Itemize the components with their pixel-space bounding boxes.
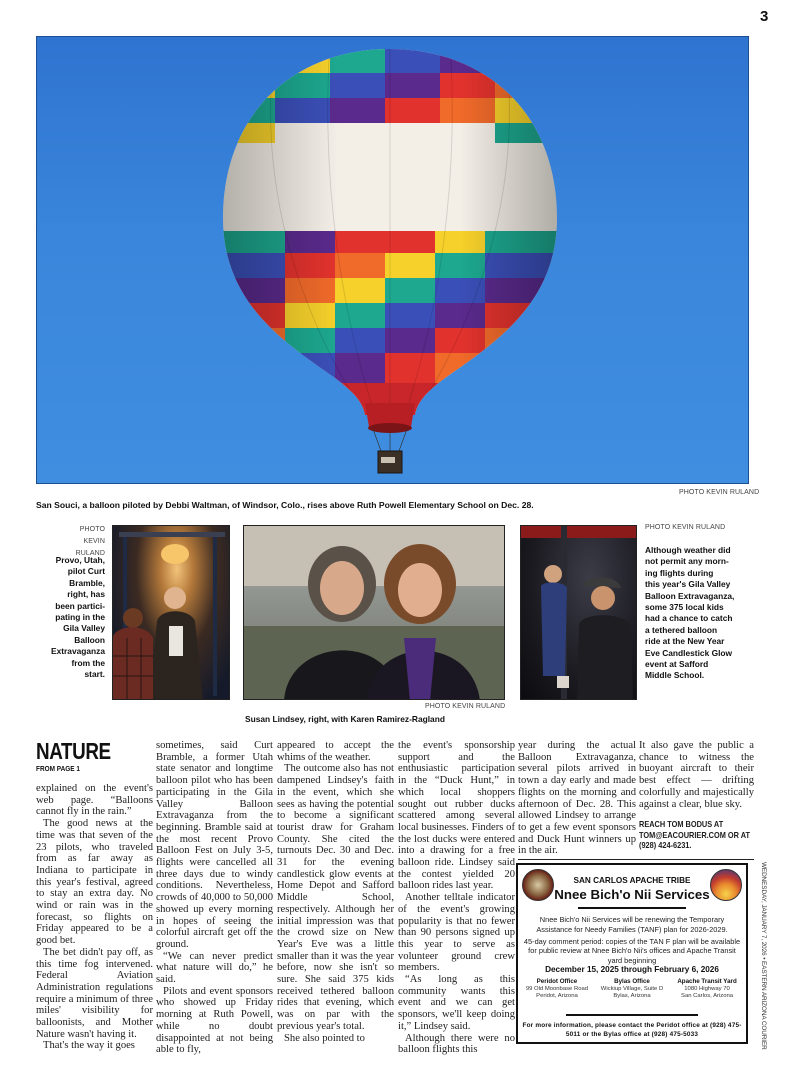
article-column-3: [277, 740, 394, 1044]
office-peridot: [520, 978, 594, 1001]
paragraph: “We can never predict what nature will do,” he said.: [156, 950, 273, 986]
folio-text: WEDNESDAY, JANUARY 7, 2026 • EASTERN ARIZONA COURIER: [760, 862, 767, 1050]
office-name: Bylas Office: [614, 978, 650, 985]
main-balloon-photo: [36, 36, 749, 484]
paragraph: The good news at the time was that seven of the 23 pilots, who traveled from as far away as Indiana to participate in this year's festival, agreed to stay an extra day. No wind or rain was in the forecast, so flights on Friday appeared to be a good bet.: [36, 818, 153, 947]
pilot-photo: [112, 525, 230, 700]
paragraph: The outcome also has not dampened Lindsey's faith in the event, which she sees as having the potential to become a significant tourist draw for Graham County. She cited the turnouts Dec. 30 and Dec. 31 for the evening candlestick glow events at Home Depot and Safford Middle School, respectively. Although her initial impression was that the crowd size on New Year's Eve was a little smaller than it was the year before, now she isn't so sure. She said 375 kids received tethered balloon rides that evening, which was on par with the previous year's total.: [277, 763, 394, 1032]
kids-photo: [520, 525, 637, 700]
ad-body-2: 45-day comment period: copies of the TAN F plan will be available for public review at Nnee Bich'o Nii's offices and Apache Transit yard beginning: [523, 937, 741, 965]
paragraph: explained on the event's web page. “Balloons cannot fly in the rain.”: [36, 783, 153, 818]
paragraph: the event's sponsorship support and the enthusiastic participation in the “Duck Hunt,” in which local shoppers sought out rubber ducks scattered among several local businesses. Finders of the lost ducks were entered into a drawing for a free balloon ride. Lindsey said the contest yielded 20 balloon rides last year.: [398, 740, 515, 892]
paragraph: appeared to accept the whims of the weather.: [277, 740, 394, 763]
article-column-1: [36, 783, 153, 1052]
ad-body-1: Nnee Bich'o Nii Services will be renewing the Temporary Assistance for Needy Families (TANF) plan for 2026-2029.: [536, 915, 728, 934]
caption-line: right, has: [67, 589, 105, 600]
caption-line: not permit any morn-: [645, 556, 729, 567]
office-name: Apache Transit Yard: [677, 978, 737, 985]
divider-rule: [518, 859, 754, 860]
caption-line: pating in the: [55, 612, 105, 623]
article-headline: NATURE: [36, 738, 111, 764]
ad-divider: [566, 1014, 698, 1016]
paragraph: That's the way it goes: [43, 1040, 135, 1052]
ad-contact-footer: For more information, please contact the Peridot office at (928) 475-5011 or the Bylas office at (928) 475-5033: [522, 1022, 742, 1038]
caption-line: Balloon: [74, 634, 105, 645]
pilot-photo-illustration: [113, 526, 230, 700]
office-address: Wickiup Village, Suite D: [600, 985, 664, 992]
paragraph: It also gave the public a chance to witness the buoyant aircraft to their best effect — drifting colorfully and majestically against a clear, blue sky.: [639, 740, 754, 810]
author-contact: REACH TOM BODUS AT TOM@EACOURIER.COM OR AT (928) 424-6231.: [639, 820, 751, 851]
caption-line: Although weather did: [645, 545, 731, 555]
page-folio: [758, 862, 768, 1052]
caption-line: Bramble,: [69, 577, 105, 588]
jump-label: FROM PAGE 1: [36, 764, 81, 773]
caption-line: start.: [84, 669, 105, 680]
caption-line: Balloon Extravaganza,: [645, 590, 735, 601]
paragraph: The bet didn't pay off, as this time fog intervened. Federal Aviation Administration regulations require a minimum of three miles' visibility for balloonists, and Mother Nature wasn't having it.: [36, 946, 153, 1040]
caption-line: ing flights during: [645, 567, 714, 578]
ad-divider: [578, 907, 686, 909]
caption-line: this year's Gila Valley: [645, 579, 731, 590]
office-city: Bylas, Arizona: [613, 993, 651, 1000]
article-column-6: [639, 740, 754, 852]
paragraph: sometimes, said Curt Bramble, a former Utah state senator and longtime balloon pilot who has been participating in the Gila Valley Balloon Extravaganza from the beginning. Bramble said at the most recent Provo Balloon Fest on July 3-5, flights were cancelled all three days due to windy conditions. Nevertheless, crowds of 40,000 to 50,000 showed up every morning in hopes of seeing the colorful aircraft get off the ground.: [156, 740, 273, 950]
hot-air-balloon-illustration: [215, 43, 565, 483]
office-apache-transit: [670, 978, 744, 1001]
kids-photo-illustration: [521, 526, 637, 700]
women-photo-illustration: [244, 526, 505, 700]
article-column-5: [518, 740, 636, 857]
page-number: 3: [760, 8, 769, 25]
credit-line: PHOTO KEVIN: [79, 526, 105, 545]
paragraph: “As long as this community wants this event and we can get sponsors, we'll keep doing it,” Lindsey said.: [398, 974, 515, 1032]
office-address: 99 Old Moonbase Road: [525, 985, 589, 992]
caption-line: Eve Candlestick Glow: [645, 647, 733, 658]
women-photo-caption: Susan Lindsey, right, with Karen Ramirez-Ragland: [245, 714, 445, 724]
caption-line: from the: [71, 657, 105, 668]
caption-line: a tethered balloon: [645, 624, 718, 635]
caption-line: Provo, Utah,: [55, 555, 105, 565]
article-column-2: [156, 740, 273, 1056]
pilot-photo-caption: [40, 555, 105, 680]
office-name: Peridot Office: [536, 978, 578, 985]
caption-line: Gila Valley: [63, 623, 105, 634]
women-photo-credit: PHOTO KEVIN RULAND: [425, 703, 506, 710]
office-city: San Carlos, Arizona: [681, 993, 734, 1000]
ad-offices: [518, 978, 746, 1001]
caption-line: been partici-: [55, 600, 105, 611]
paragraph: year during the actual Balloon Extravaganza, several pilots arrived in town a day early and made flights on the morning and afternoon of Dec. 28. This allowed Lindsey to arrange to get a few event sponsors and Duck Hunt winners up in the air.: [518, 740, 636, 857]
main-photo-credit: PHOTO KEVIN RULAND: [679, 489, 760, 496]
caption-line: ride at the New Year: [645, 636, 725, 647]
caption-line: event at Safford: [645, 659, 709, 670]
advertisement-tanf-notice: [516, 863, 748, 1044]
ad-title: Nnee Bich'o Nii Services: [554, 887, 710, 902]
kids-photo-caption: [645, 545, 767, 682]
caption-line: pilot Curt: [67, 566, 105, 577]
article-column-4: [398, 740, 515, 1056]
women-photo: [243, 525, 505, 700]
paragraph: Although there were no balloon flights this: [398, 1032, 515, 1056]
ad-tribe-name: SAN CARLOS APACHE TRIBE: [573, 876, 691, 885]
caption-line: had a chance to catch: [645, 613, 733, 624]
caption-line: Middle School.: [645, 670, 705, 681]
caption-line: Extravaganza: [51, 646, 105, 657]
office-bylas: [595, 978, 669, 1001]
kids-photo-credit: PHOTO KEVIN RULAND: [645, 524, 726, 531]
office-address: 1080 Highway 70: [684, 985, 730, 992]
main-photo-caption: San Souci, a balloon piloted by Debbi Waltman, of Windsor, Colo., rises above Ruth Powell Elementary School on Dec. 28.: [36, 500, 534, 510]
office-city: Peridot, Arizona: [536, 993, 578, 1000]
paragraph: She also pointed to: [284, 1032, 365, 1044]
paragraph: Pilots and event sponsors who showed up Friday morning at Ruth Powell, while no doubt disappointed at not being able to fly,: [156, 985, 273, 1056]
caption-line: some 375 local kids: [645, 602, 724, 613]
ad-dates: December 15, 2025 through February 6, 2026: [545, 965, 719, 974]
credit-line: RULAND: [75, 550, 105, 557]
paragraph: Another telltale indicator of the event's growing popularity is that no fewer than 90 persons signed up this year to serve as volunteer ground crew members.: [398, 892, 515, 974]
